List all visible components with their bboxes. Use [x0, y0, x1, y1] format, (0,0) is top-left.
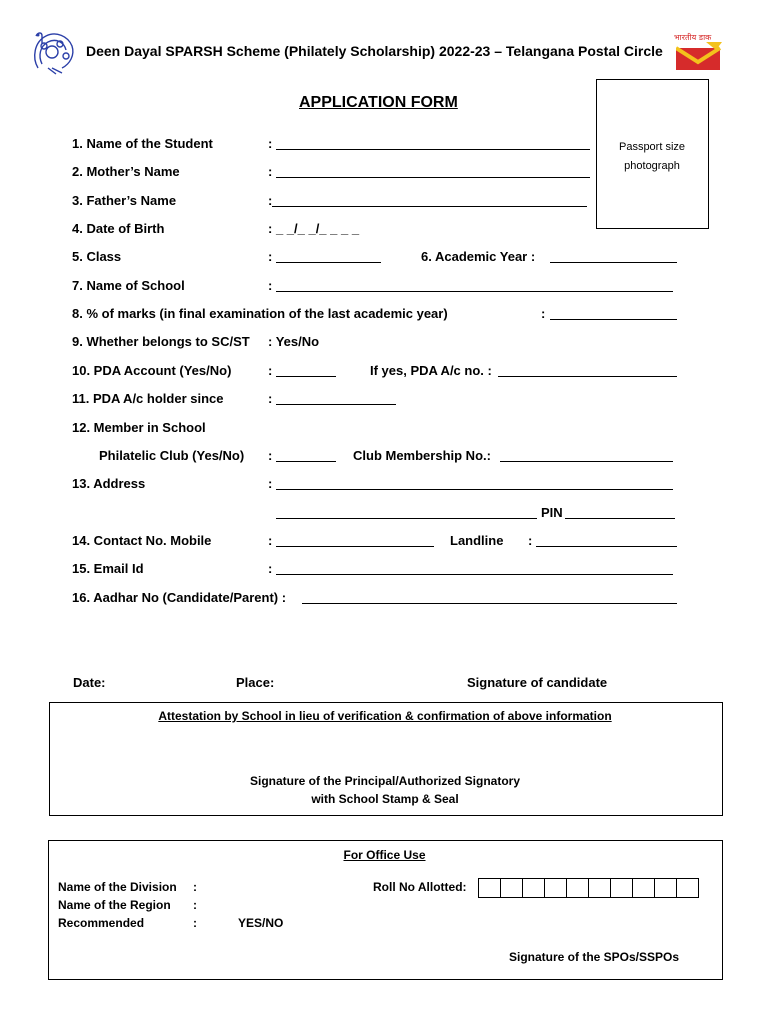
roll-no-cell[interactable] — [589, 879, 611, 897]
attestation-line1: Signature of the Principal/Authorized Signatory — [249, 774, 521, 788]
region-label: Name of the Region — [58, 898, 171, 912]
roll-no-cells[interactable] — [478, 878, 699, 898]
field-mother-input[interactable] — [276, 165, 590, 178]
field-club-membership-input[interactable] — [500, 449, 673, 462]
field-school-colon: : — [268, 278, 273, 293]
field-pda-since-input[interactable] — [276, 392, 396, 405]
roll-no-cell[interactable] — [523, 879, 545, 897]
field-landline-label: Landline — [450, 533, 504, 548]
field-pin-input[interactable] — [565, 506, 675, 519]
india-post-emblem-icon — [676, 42, 722, 72]
field-father-input[interactable] — [272, 194, 587, 207]
field-name-label: 1. Name of the Student — [72, 136, 213, 151]
recommended-colon: : — [193, 916, 197, 930]
field-marks-input[interactable] — [550, 307, 677, 320]
field-aadhar-input[interactable] — [302, 591, 677, 604]
roll-no-cell[interactable] — [479, 879, 501, 897]
roll-no-cell[interactable] — [677, 879, 698, 897]
spo-signature-label: Signature of the SPOs/SSPOs — [509, 950, 680, 964]
field-pda-no-label: If yes, PDA A/c no. : — [370, 363, 492, 378]
field-landline-colon: : — [528, 533, 533, 548]
field-aadhar-label: 16. Aadhar No (Candidate/Parent) : — [72, 590, 287, 605]
field-academic-year-label: 6. Academic Year : — [421, 249, 536, 264]
field-father-label: 3. Father’s Name — [72, 193, 177, 208]
field-pda-since-label: 11. PDA A/c holder since — [72, 391, 224, 406]
field-academic-year-input[interactable] — [550, 250, 677, 263]
field-club-colon: : — [268, 448, 273, 463]
field-pda-label: 10. PDA Account (Yes/No) — [72, 363, 232, 378]
photo-label-line1: Passport size — [618, 141, 686, 153]
field-class-label: 5. Class — [72, 249, 122, 264]
place-label: Place: — [236, 675, 275, 690]
field-mobile-input[interactable] — [276, 534, 434, 547]
field-mother-label: 2. Mother’s Name — [72, 164, 180, 179]
india-post-logo — [672, 32, 742, 76]
field-pda-input[interactable] — [276, 364, 336, 377]
date-label: Date: — [73, 675, 106, 690]
field-dob-input[interactable]: : _ _/_ _/_ _ _ _ — [268, 221, 360, 236]
field-name-colon: : — [268, 136, 273, 151]
field-class-colon: : — [268, 249, 273, 264]
roll-no-cell[interactable] — [545, 879, 567, 897]
field-marks-colon: : — [541, 306, 546, 321]
field-mobile-colon: : — [268, 533, 273, 548]
photo-label — [600, 138, 704, 176]
field-landline-input[interactable] — [536, 534, 677, 547]
field-pda-colon: : — [268, 363, 273, 378]
candidate-signature-label: Signature of candidate — [467, 675, 608, 690]
field-pin-label: PIN — [541, 505, 563, 520]
header-title: Deen Dayal SPARSH Scheme (Philately Scholarship) 2022-23 – Telangana Postal Circle — [86, 43, 663, 59]
field-school-label: 7. Name of School — [72, 278, 185, 293]
region-colon: : — [193, 898, 197, 912]
attestation-line2: with School Stamp & Seal — [311, 792, 459, 806]
attestation-heading: Attestation by School in lieu of verification & confirmation of above information — [158, 709, 612, 723]
field-email-label: 15. Email Id — [72, 561, 144, 576]
field-pda-no-input[interactable] — [498, 364, 677, 377]
division-colon: : — [193, 880, 197, 894]
office-use-heading: For Office Use — [343, 848, 426, 862]
form-title: APPLICATION FORM — [299, 94, 458, 111]
field-scst-input[interactable]: : Yes/No — [268, 334, 320, 349]
field-email-input[interactable] — [276, 562, 673, 575]
field-father-colon: : — [268, 193, 273, 208]
roll-no-label: Roll No Allotted: — [373, 880, 467, 894]
field-marks-label: 8. % of marks (in final examination of the last academic year) — [72, 306, 448, 321]
field-scst-label: 9. Whether belongs to SC/ST — [72, 334, 250, 349]
field-dob-label: 4. Date of Birth — [72, 221, 165, 236]
field-club-input[interactable] — [276, 449, 336, 462]
field-address-input-line2[interactable] — [276, 506, 537, 519]
field-email-colon: : — [268, 561, 273, 576]
field-class-input[interactable] — [276, 250, 381, 263]
field-pda-since-colon: : — [268, 391, 273, 406]
field-mobile-label: 14. Contact No. Mobile — [72, 533, 212, 548]
roll-no-cell[interactable] — [611, 879, 633, 897]
field-address-input-line1[interactable] — [276, 477, 673, 490]
recommended-value[interactable]: YES/NO — [238, 916, 284, 930]
recommended-label: Recommended — [58, 916, 145, 930]
field-address-label: 13. Address — [72, 476, 146, 491]
field-mother-colon: : — [268, 164, 273, 179]
field-school-input[interactable] — [276, 279, 673, 292]
photo-label-line2: photograph — [624, 160, 680, 172]
field-name-input[interactable] — [276, 137, 590, 150]
field-club-membership-label: Club Membership No.: — [353, 448, 491, 463]
field-club-label2: Philatelic Club (Yes/No) — [99, 448, 245, 463]
roll-no-cell[interactable] — [655, 879, 677, 897]
field-club-label: 12. Member in School — [72, 420, 206, 435]
peacock-logo-icon — [28, 28, 78, 76]
field-address-colon: : — [268, 476, 273, 491]
roll-no-cell[interactable] — [567, 879, 589, 897]
roll-no-cell[interactable] — [501, 879, 523, 897]
roll-no-cell[interactable] — [633, 879, 655, 897]
india-post-logo-text: भारतीय डाक — [674, 33, 712, 42]
division-label: Name of the Division — [58, 880, 177, 894]
